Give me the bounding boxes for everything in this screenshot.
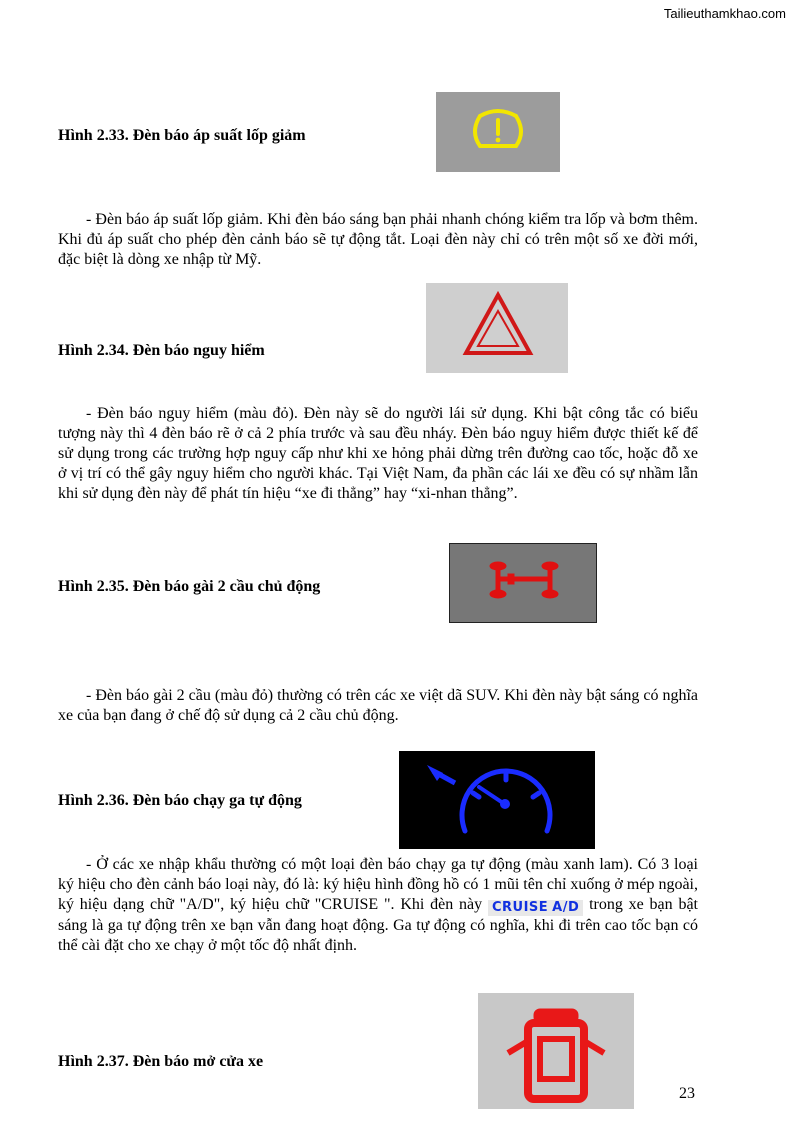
paragraph-2-35: - Đèn báo gài 2 cầu (màu đỏ) thường có trên các xe việt dã SUV. Khi đèn này bật sáng có nghĩa xe của bạn đang ở chế độ sử dụng cả 2 cầu chủ động. (58, 687, 698, 724)
door-open-icon (478, 993, 634, 1109)
paragraph-2-34: - Đèn báo nguy hiểm (màu đỏ). Đèn này sẽ do người lái sử dụng. Khi bật công tắc có biểu tượng này thì 4 đèn báo rẽ ở cả 2 phía trước và sau đều nháy. Đèn báo nguy hiểm được thiết kế để sử dụng trong các trường hợp nguy cấp như khi xe hỏng phải dừng trên đường cao tốc, hoặc đỗ xe ở vị trí có thể gây nguy hiểm cho người khác. Tại Việt Nam, đa phần các lái xe đều có sự nhầm lẫn khi sử dụng đèn này để phát tín hiệu “xe đi thẳng” hay “xi-nhan thẳng”. (58, 405, 698, 502)
caption-2-36: Hình 2.36. Đèn báo chạy ga tự động (58, 792, 302, 809)
figure-cruise-control (399, 751, 595, 849)
cruise-ad-badge-icon (488, 900, 583, 916)
watermark: Tailieuthamkhao.com (663, 6, 786, 21)
figure-door-open (478, 993, 634, 1109)
figure-tire-pressure (436, 92, 560, 172)
four-wheel-drive-icon (450, 544, 596, 622)
caption-2-34: Hình 2.34. Đèn báo nguy hiểm (58, 342, 265, 359)
paragraph-2-36-before: - Ở các xe nhập khẩu thường có một loại đèn báo chạy ga tự động (màu xanh lam). Có 3 loại ký hiệu cho đèn cảnh báo loại này, đó là: ký hiệu hình đồng hồ có 1 mũi tên chỉ xuống ở mép ngoài, ký hiệu dạng chữ "A/D", ký hiệu chữ "CRUISE ". Khi đèn này (58, 856, 698, 913)
caption-2-35: Hình 2.35. Đèn báo gài 2 cầu chủ động (58, 578, 321, 595)
ad-badge-label: A/D (552, 900, 580, 915)
paragraph-2-33: - Đèn báo áp suất lốp giảm. Khi đèn báo sáng bạn phải nhanh chóng kiểm tra lốp và bơm thêm. Khi đủ áp suất cho phép đèn cảnh báo sẽ tự động tắt. Loại đèn này chỉ có trên một số xe đời mới, đặc biệt là dòng xe nhập từ Mỹ. (58, 211, 698, 268)
cruise-control-gauge-icon (399, 751, 595, 849)
tire-pressure-warning-icon (436, 92, 560, 172)
figure-four-wheel-drive (449, 543, 597, 623)
figure-hazard (426, 283, 568, 373)
caption-2-33: Hình 2.33. Đèn báo áp suất lốp giảm (58, 127, 306, 144)
page-number: 23 (679, 1085, 695, 1102)
caption-2-37: Hình 2.37. Đèn báo mở cửa xe (58, 1053, 264, 1070)
hazard-triangle-icon (426, 283, 568, 373)
cruise-badge-label: CRUISE (491, 900, 549, 915)
paragraph-2-36-after: trong xe bạn bật sáng là ga tự động trên xe bạn vẫn đang hoạt động. Ga tự động có nghĩa, khi đi trên cao tốc bạn có thể cài đặt cho xe chạy ở một tốc độ nhất định. (58, 896, 698, 954)
paragraph-2-36 (58, 855, 698, 956)
